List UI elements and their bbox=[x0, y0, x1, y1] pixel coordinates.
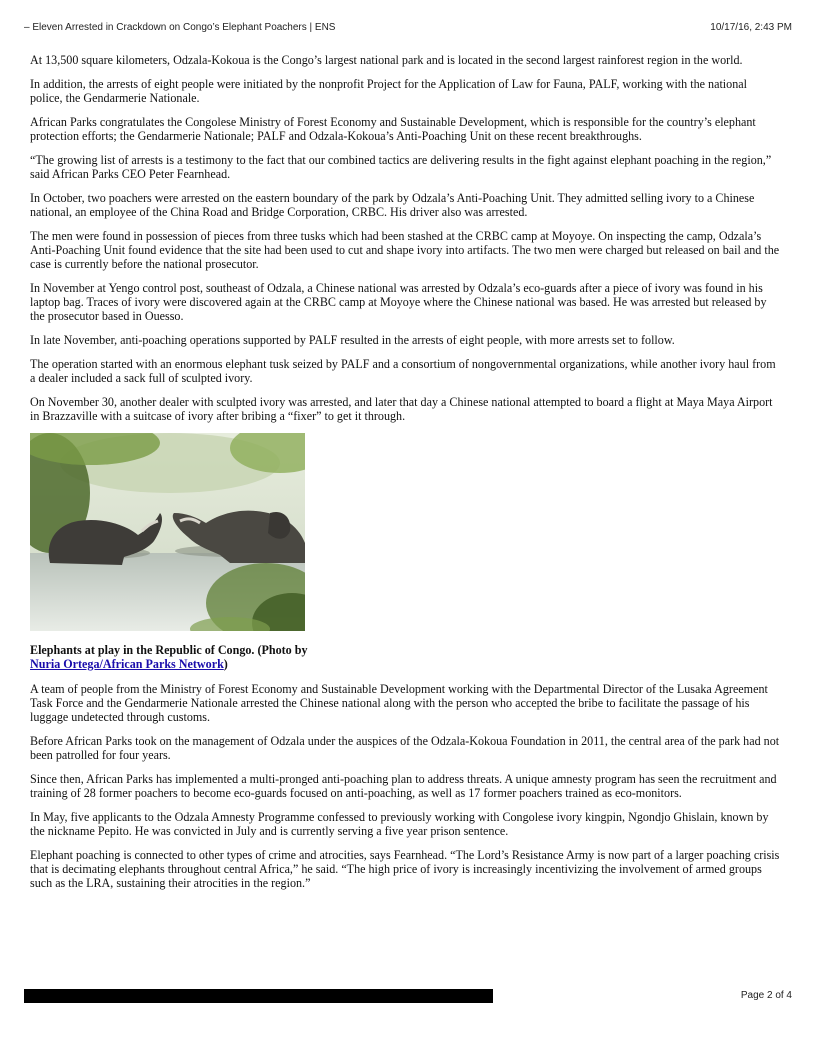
paragraph: In November at Yengo control post, southeast of Odzala, a Chinese national was arrested by Odzala’s eco-guards after a piece of ivory was found in his laptop bag. Traces of ivory were discovered again at the CRBC camp at Moyoye where the Chinese national was based. He was arrested but released by the prosecutor based in Ouesso. bbox=[30, 281, 767, 323]
paragraph: In addition, the arrests of eight people were initiated by the nonprofit Project for the Application of Law for Fauna, PALF, working with the national police, the Gendarmerie Nationale. bbox=[30, 77, 747, 105]
page-number: Page 2 of 4 bbox=[740, 990, 792, 1001]
page-title: – Eleven Arrested in Crackdown on Congo’s Elephant Poachers | ENS bbox=[24, 22, 336, 33]
paragraph: Before African Parks took on the management of Odzala under the auspices of the Odzala-Kokoua Foundation in 2011, the central area of the park had not been patrolled for four years. bbox=[30, 734, 780, 762]
article-body bbox=[30, 53, 782, 900]
paragraph: In October, two poachers were arrested on the eastern boundary of the park by Odzala’s Anti-Poaching Unit. They admitted selling ivory to a Chinese national, an employee of the China Road and Bridge Corporation, CRBC. His driver also was arrested. bbox=[30, 191, 755, 219]
paragraph: Elephant poaching is connected to other types of crime and atrocities, says Fearnhead. “The Lord’s Resistance Army is now part of a larger poaching crisis that is decimating elephants throughout central Africa,” he said. “The high price of ivory is increasingly incentivizing the involvement of armed groups such as the LRA, sustaining their atrocities in the region.” bbox=[30, 848, 780, 890]
redaction-bar bbox=[24, 989, 493, 1003]
paragraph: At 13,500 square kilometers, Odzala-Kokoua is the Congo’s largest national park and is located in the second largest rainforest region in the world. bbox=[30, 53, 743, 67]
photo-caption bbox=[30, 643, 320, 671]
print-datetime: 10/17/16, 2:43 PM bbox=[710, 22, 792, 33]
photo-credit-link[interactable]: Nuria Ortega/African Parks Network bbox=[30, 657, 224, 671]
paragraph: “The growing list of arrests is a testimony to the fact that our combined tactics are delivering results in the fight against elephant poaching in the region,” said African Parks CEO Peter Fearnhead. bbox=[30, 153, 772, 181]
paragraph: Since then, African Parks has implemented a multi-pronged anti-poaching plan to address threats. A unique amnesty program has seen the recruitment and training of 28 former poachers to become eco-guards focused on anti-poaching, as well as 17 former poachers trained as eco-monitors. bbox=[30, 772, 777, 800]
paragraph: The men were found in possession of pieces from three tusks which had been stashed at the CRBC camp at Moyoye. On inspecting the camp, Odzala’s Anti-Poaching Unit found evidence that the site had been used to cut and shape ivory into artifacts. The two men were charged but released on bail and the case is currently before the national prosecutor. bbox=[30, 229, 780, 271]
print-header bbox=[24, 22, 792, 36]
paragraph: African Parks congratulates the Congolese Ministry of Forest Economy and Sustainable Development, which is responsible for the country’s elephant protection efforts; the Gendarmerie Nationale; PALF and Odzala-Kokoua’s Anti-Poaching Unit on these recent breakthroughs. bbox=[30, 115, 756, 143]
elephants-photo bbox=[30, 433, 305, 631]
photo-figure bbox=[30, 433, 308, 671]
paragraph: The operation started with an enormous elephant tusk seized by PALF and a consortium of nongovernmental organizations, while another ivory haul from a dealer included a sack full of sculpted ivory. bbox=[30, 357, 776, 385]
caption-end: ) bbox=[223, 657, 228, 671]
paragraph: On November 30, another dealer with sculpted ivory was arrested, and later that day a Chinese national attempted to board a flight at Maya Maya Airport in Brazzaville with a suitcase of ivory after bribing a “fixer” to get it through. bbox=[30, 395, 773, 423]
article-continued bbox=[30, 682, 782, 890]
paragraph: In late November, anti-poaching operations supported by PALF resulted in the arrests of eight people, with more arrests set to follow. bbox=[30, 333, 675, 347]
caption-text: Elephants at play in the Republic of Congo. (Photo by bbox=[30, 643, 308, 657]
paragraph: In May, five applicants to the Odzala Amnesty Programme confessed to previously working with Congolese ivory kingpin, Ngondjo Ghislain, known by the nickname Pepito. He was convicted in July and is currently serving a five year prison sentence. bbox=[30, 810, 769, 838]
paragraph: A team of people from the Ministry of Forest Economy and Sustainable Development working with the Departmental Director of the Lusaka Agreement Task Force and the Gendarmerie Nationale arrested the Chinese national along with the person who accepted the bribe to facilitate the passage of his luggage undetected through customs. bbox=[30, 682, 768, 724]
